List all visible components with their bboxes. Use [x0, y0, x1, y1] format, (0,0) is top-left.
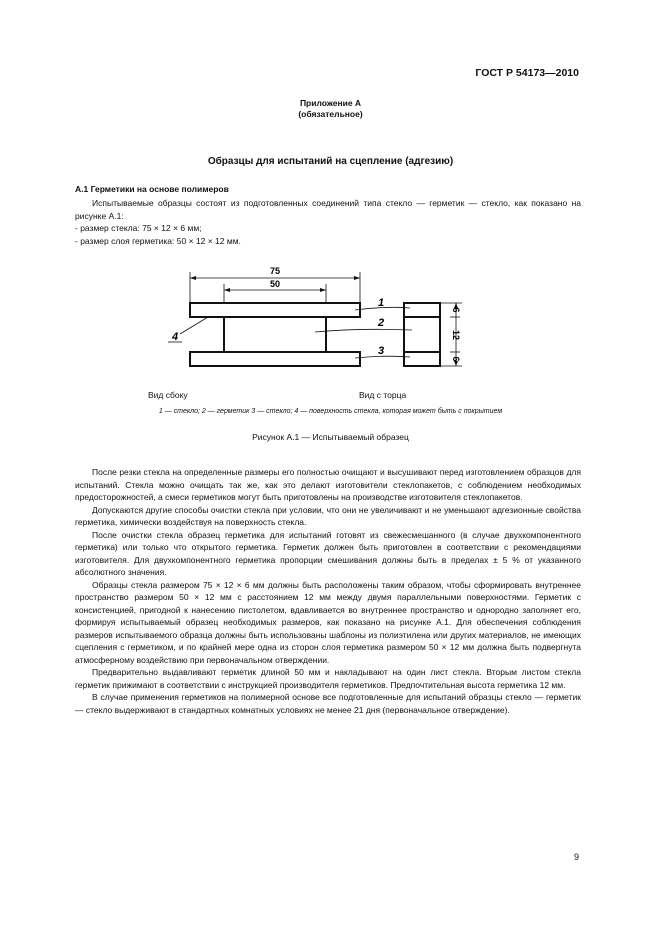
bottom-glass: [190, 352, 360, 366]
page-number: 9: [573, 852, 579, 862]
top-glass: [190, 303, 360, 317]
dim-12-label: 12: [451, 329, 461, 341]
figure-a1: [160, 260, 480, 400]
list-item: - размер слоя герметика: 50 × 12 × 12 мм.: [75, 235, 241, 246]
dim-50-label: 50: [269, 279, 281, 289]
end-bottom-glass: [404, 352, 440, 366]
list-item: - размер стекла: 75 × 12 × 6 мм;: [75, 223, 202, 233]
callout-3: 3: [378, 345, 385, 357]
intro-paragraph: [75, 197, 581, 222]
paragraph: После очистки стекла образец герметика для испытаний готовят из свежесмешанного (в случае двухкомпонентного герметика) или только что открытого герметика. Герметик должен быть приготовлен в соответствии с рекомендациями изготовителя. Для двухкомпонентного герметика пропорции смешивания должны быть в пределах ± 5 % от указанного абсолютного значения.: [75, 529, 581, 577]
body-text: [75, 466, 581, 716]
paragraph: После резки стекла на определенные размеры его полностью очищают и высушивают перед изготовлением образцов для испытаний. Стекла можно очищать так же, как это делают изготовители стеклопакетов, с соблюдением необходимых предосторожностей, а смеси герметиков могут быть приготовлены на производстве изготовителя стеклопакетов.: [75, 467, 581, 502]
standard-number: ГОСТ Р 54173—2010: [475, 67, 579, 79]
callout-1: 1: [378, 297, 385, 309]
paragraph: Допускаются другие способы очистки стекла при условии, что они не увеличивают и не уменьшают адгезионные свойства герметика, химически воздействуя на поверхность стекла.: [75, 504, 581, 527]
dim-75-label: 75: [269, 266, 281, 276]
callout-4: 4: [172, 331, 179, 343]
appendix-header: [0, 98, 661, 120]
callout-4-leader: [180, 317, 208, 334]
dim-6-bottom-label: 6: [451, 356, 461, 362]
appendix-title: Приложение А: [299, 98, 362, 108]
paragraph: Предварительно выдавливают герметик длиной 50 мм и накладывают на один лист стекла. Вторым листом стекла герметик прижимают в соответствии с инструкцией производителя герметиков. Предпочтительная высота герметика 12 мм.: [75, 667, 581, 690]
end-view-label: Вид с торца: [359, 390, 407, 400]
section-title: А.1 Герметики на основе полимеров: [75, 184, 229, 194]
page-title: Образцы для испытаний на сцепление (адгезию): [207, 156, 454, 167]
intro-text: Испытываемые образцы состоят из подготовленных соединений типа стекло — герметик — стекло, как показано на рисунке А.1:: [75, 198, 581, 221]
paragraph: В случае применения герметиков на полимерной основе все подготовленные для испытаний образцы стекло — герметик — стекло выдерживают в стандартных комнатных условиях не менее 21 дня (первоначальное отверждение).: [75, 692, 581, 715]
figure-caption: Рисунок А.1 — Испытываемый образец: [252, 432, 409, 442]
side-view-label: Вид сбоку: [148, 390, 188, 400]
figure-drawing: [160, 260, 480, 400]
callout-2: 2: [378, 317, 385, 329]
appendix-status: (обязательное): [298, 109, 363, 119]
end-top-glass: [404, 303, 440, 317]
dim-6-top-label: 6: [451, 307, 461, 313]
paragraph: Образцы стекла размером 75 × 12 × 6 мм должны быть расположены таким образом, чтобы сформировать внутреннее пространство размером 50 × 12 мм с расстоянием 12 мм между двумя параллельными поверхностями. Герметик с консистенцией, пригодной к нанесению пистолетом, вдавливается во внутреннее пространство и однородно заполняет его, формируя испытываемый образец необходимых размеров, как показано на рисунке А.1. Для обеспечения соблюдения размеров испытываемого образца должны быть использованы шаблоны из полиэтилена или других материалов, не имеющих сцепления с герметиком, и по крайней мере одна из сторон слоя герметика размером 50 × 12 мм должна быть подвергнута атмосферному воздействию при первоначальном отверждении.: [75, 579, 581, 665]
size-list: [75, 222, 241, 247]
end-sealant: [404, 317, 440, 352]
sealant-layer: [224, 317, 326, 352]
figure-legend: 1 — стекло; 2 — герметик 3 — стекло; 4 — поверхность стекла, которая может быть с покрытием: [158, 408, 503, 415]
